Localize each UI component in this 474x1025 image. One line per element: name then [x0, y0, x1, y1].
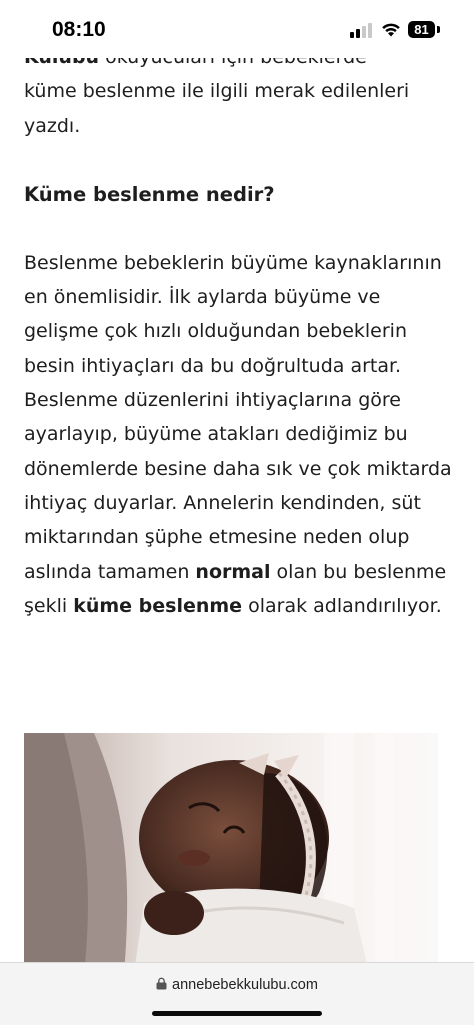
home-indicator[interactable] — [152, 1011, 322, 1016]
bold-normal: normal — [195, 560, 271, 583]
article-body — [24, 40, 456, 623]
section-heading: Küme beslenme nedir? — [24, 182, 275, 206]
paragraph-text-1: Beslenme bebeklerin büyüme kaynaklarının en önemlisidir. İlk aylarda büyüme ve gelişme çok hızlı olduğundan bebeklerin besin ihtiyaçları da bu doğrultuda artar. Beslenme düzenlerini ihtiyaçlarına göre ayarlayıp, büyüme atakları dediğimiz bu dönemlerde besine daha sık ve çok miktarda ihtiyaç duyarlar. Annelerin kendinden, süt miktarından şüphe etmesine neden olup aslında tamamen — [24, 251, 452, 583]
intro-line-2: küme beslenme ile ilgili merak edilenleri — [24, 80, 410, 103]
bold-kume-beslenme: küme beslenme — [73, 594, 243, 617]
url-text: annebebekkulubu.com — [172, 977, 318, 993]
lock-icon — [156, 977, 167, 990]
paragraph-text-2: olan bu beslenme şekli — [24, 560, 447, 617]
wifi-icon — [380, 20, 402, 38]
status-time: 08:10 — [52, 18, 106, 41]
battery-tip — [437, 26, 440, 33]
baby-photo-illustration — [24, 733, 438, 973]
battery-icon: 81 — [408, 21, 435, 38]
status-bar — [0, 0, 474, 58]
address-bar[interactable] — [0, 962, 474, 1025]
article-photo — [24, 733, 438, 973]
signal-icon — [350, 22, 374, 38]
intro-line-3: yazdı. — [24, 114, 81, 137]
paragraph-text-3: olarak adlandırılıyor. — [242, 594, 442, 617]
article-paragraph — [24, 246, 456, 623]
url-display[interactable] — [0, 977, 474, 993]
